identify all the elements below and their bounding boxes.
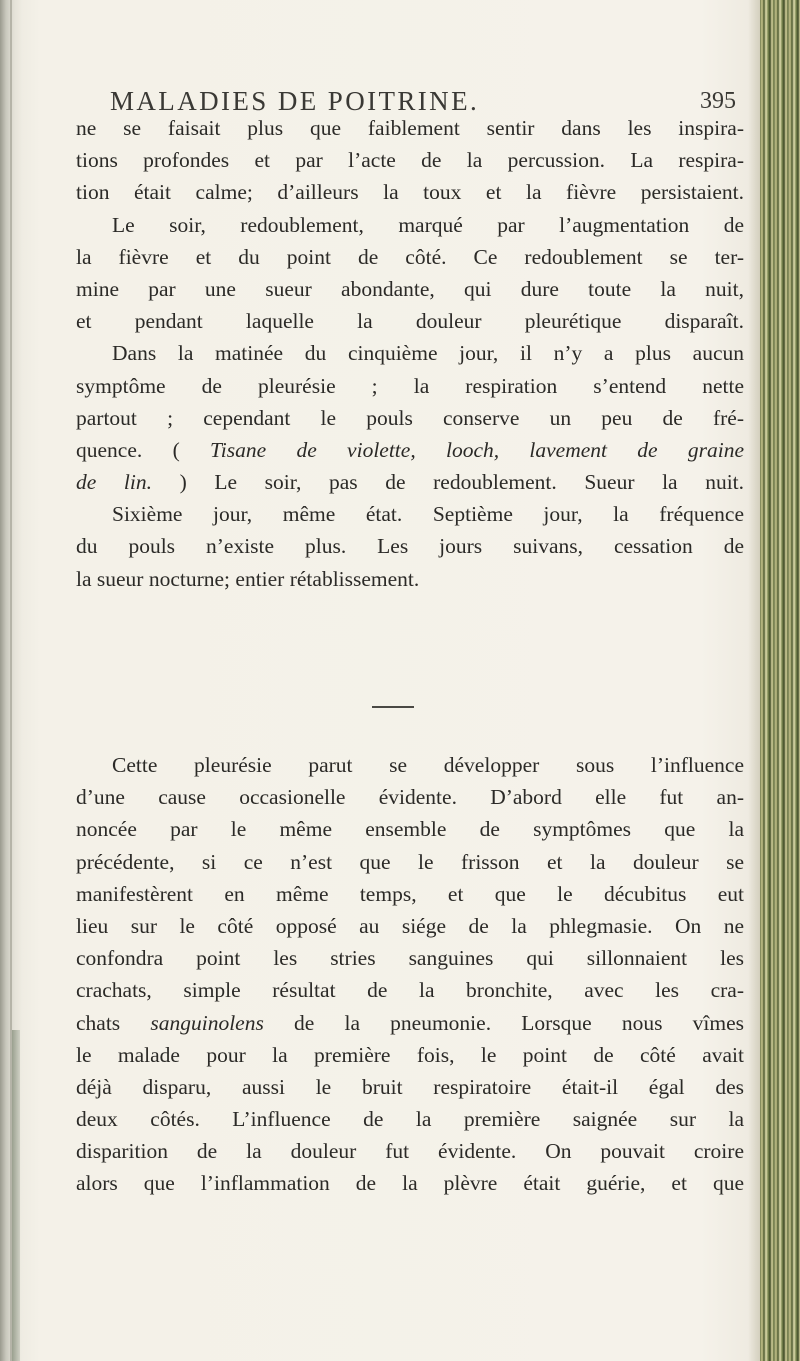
text-line: la sueur nocturne; entier rétablissement. (76, 566, 420, 591)
left-gutter-tab (12, 1030, 20, 1361)
text-line: tions profondes et par l’acte de la percussion. La respira- (76, 148, 744, 173)
text-line-remedy-cont (76, 466, 744, 498)
remedy-italic: Tisane de violette, looch, lavement de graine (210, 437, 745, 462)
remedy-italic: de lin. (76, 470, 152, 495)
section-separator-rule (372, 706, 414, 708)
text-line: déjà disparu, aussi le bruit respiratoire était-il égal des (76, 1074, 744, 1099)
running-title: MALADIES DE POITRINE. (110, 86, 480, 116)
paren: ) (179, 470, 187, 495)
text-line: disparition de la douleur fut évidente. On pouvait croire (76, 1139, 744, 1164)
text-line: tion était calme; d’ailleurs la toux et la fièvre persistaient. (76, 180, 744, 205)
text-line: partout ; cependant le pouls conserve un peu de fré- (76, 405, 744, 430)
text-fragment: chats (76, 1010, 121, 1035)
text-line: Cette pleurésie parut se développer sous l’influence (112, 753, 744, 777)
text-line-sanguinolens (76, 1007, 744, 1039)
text-fragment: Le soir, pas de redoublement. Sueur la nuit. (214, 470, 745, 495)
text-line: deux côtés. L’influence de la première saignée sur la (76, 1107, 744, 1132)
right-binding-edge (760, 0, 800, 1361)
text-fragment: de la pneumonie. Lorsque nous vîmes (294, 1010, 744, 1035)
paren: ( (172, 437, 180, 462)
text-line: le malade pour la première fois, le point de côté avait (76, 1042, 744, 1067)
section-1-text (76, 112, 744, 595)
text-line: alors que l’inflammation de la plèvre était guérie, et que (76, 1171, 744, 1196)
text-line: confondra point les stries sanguines qui sillonnaient les (76, 946, 744, 971)
text-line: et pendant laquelle la douleur pleurétique disparaît. (76, 309, 744, 334)
text-fragment: quence. (76, 437, 143, 462)
text-line: crachats, simple résultat de la bronchite, avec les cra- (76, 978, 744, 1003)
text-line: précédente, si ce n’est que le frisson et la douleur se (76, 849, 744, 874)
text-line: Le soir, redoublement, marqué par l’augmentation de (112, 212, 744, 237)
text-line: lieu sur le côté opposé au siége de la phlegmasie. On ne (76, 913, 744, 938)
text-line: Sixième jour, même état. Septième jour, la fréquence (112, 502, 744, 527)
text-line: mine par une sueur abondante, qui dure toute la nuit, (76, 276, 744, 301)
text-line: du pouls n’existe plus. Les jours suivans, cessation de (76, 534, 744, 559)
sanguinolens-italic: sanguinolens (150, 1010, 264, 1035)
text-line: Dans la matinée du cinquième jour, il n’y a plus aucun (112, 341, 744, 366)
text-line: symptôme de pleurésie ; la respiration s’entend nette (76, 373, 744, 398)
text-line: d’une cause occasionelle évidente. D’abord elle fut an- (76, 785, 744, 810)
section-2-text (76, 749, 744, 1200)
text-line: la fièvre et du point de côté. Ce redoublement se ter- (76, 244, 744, 269)
text-line-remedy (76, 434, 744, 466)
text-line: manifestèrent en même temps, et que le décubitus eut (76, 881, 744, 906)
text-line: ne se faisait plus que faiblement sentir dans les inspira- (76, 116, 744, 140)
text-line: noncée par le même ensemble de symptômes que la (76, 817, 744, 842)
page-number: 395 (700, 88, 736, 114)
